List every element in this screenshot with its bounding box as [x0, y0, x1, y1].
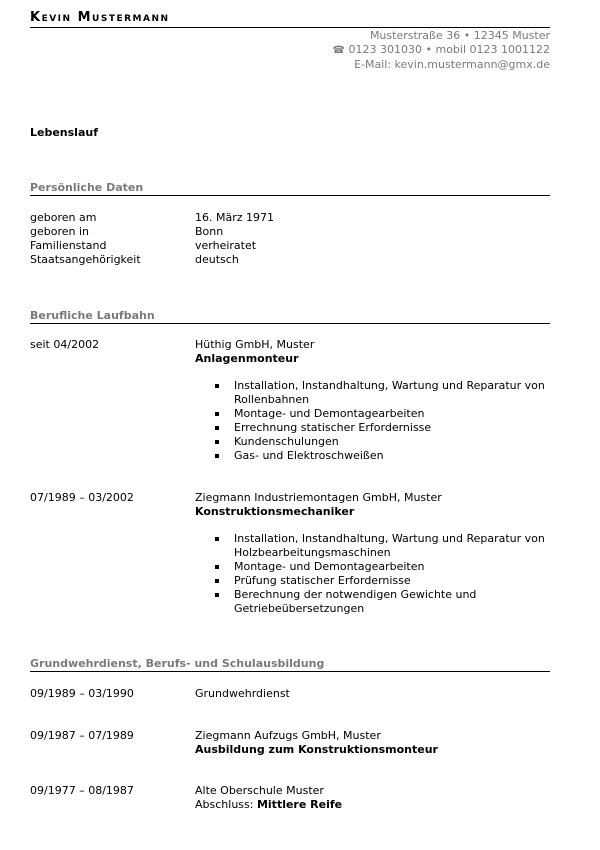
section-heading-education: Grundwehrdienst, Berufs- und Schulausbildung	[30, 657, 550, 672]
phone-line-wrapper	[333, 43, 550, 58]
phone-line: 0123 301030 • mobil 0123 1001122	[348, 43, 550, 56]
job-period: seit 04/2002	[30, 338, 100, 351]
job-task: Gas- und Elektroschweißen	[195, 449, 550, 463]
job-company: Hüthig GmbH, Muster	[195, 338, 315, 351]
job-task: Berechnung der notwendigen Gewichte und Getriebeübersetzungen	[195, 588, 550, 616]
job-task: Kundenschulungen	[195, 435, 550, 449]
personal-value: verheiratet	[195, 239, 257, 252]
job-task: Montage- und Demontagearbeiten	[195, 407, 550, 421]
job-period: 07/1989 – 03/2002	[30, 491, 134, 504]
applicant-name: Kevin Mustermann	[30, 10, 170, 25]
address-line: Musterstraße 36 • 12345 Muster	[369, 29, 550, 42]
job-details	[195, 491, 550, 519]
education-period: 09/1977 – 08/1987	[30, 784, 134, 797]
header-rule	[30, 27, 550, 28]
job-task: Installation, Instandhaltung, Wartung und Reparatur von Rollenbahnen	[195, 379, 550, 407]
cv-page	[30, 0, 550, 850]
education-line: Grundwehrdienst	[195, 687, 290, 700]
personal-value: Bonn	[195, 225, 224, 238]
job-task: Montage- und Demontagearbeiten	[195, 560, 550, 574]
document-title: Lebenslauf	[30, 126, 98, 139]
job-position: Anlagenmonteur	[195, 352, 299, 365]
job-task: Prüfung statischer Erfordernisse	[195, 574, 550, 588]
personal-value: 16. März 1971	[195, 211, 275, 224]
job-position: Konstruktionsmechaniker	[195, 505, 355, 518]
personal-label: Staatsangehörigkeit	[30, 253, 141, 266]
education-line: Ziegmann Aufzugs GmbH, Muster	[195, 729, 381, 742]
education-details	[195, 687, 550, 701]
degree-prefix: Abschluss:	[195, 798, 254, 811]
education-line: Alte Oberschule Muster	[195, 784, 324, 797]
job-task-list	[195, 532, 550, 616]
personal-label: Familienstand	[30, 239, 107, 252]
job-task-list	[195, 379, 550, 463]
personal-label: geboren am	[30, 211, 97, 224]
job-company: Ziegmann Industriemontagen GmbH, Muster	[195, 491, 442, 504]
degree-value: Mittlere Reife	[256, 798, 343, 811]
phone-icon: ☎	[332, 45, 346, 56]
job-details	[195, 338, 550, 366]
contact-block	[333, 29, 550, 72]
education-period: 09/1987 – 07/1989	[30, 729, 134, 742]
education-qualification: Ausbildung zum Konstruktionsmonteur	[195, 743, 438, 756]
education-period: 09/1989 – 03/1990	[30, 687, 134, 700]
education-details	[195, 784, 550, 812]
job-task: Errechnung statischer Erfordernisse	[195, 421, 550, 435]
personal-label: geboren in	[30, 225, 90, 238]
personal-value: deutsch	[195, 253, 239, 266]
job-task: Installation, Instandhaltung, Wartung und Reparatur von Holzbearbeitungsmaschinen	[195, 532, 550, 560]
section-heading-career: Berufliche Laufbahn	[30, 309, 550, 324]
email-line: E-Mail: kevin.mustermann@gmx.de	[354, 58, 550, 71]
section-heading-personal: Persönliche Daten	[30, 181, 550, 196]
education-details	[195, 729, 550, 757]
education-degree-line	[195, 798, 550, 812]
